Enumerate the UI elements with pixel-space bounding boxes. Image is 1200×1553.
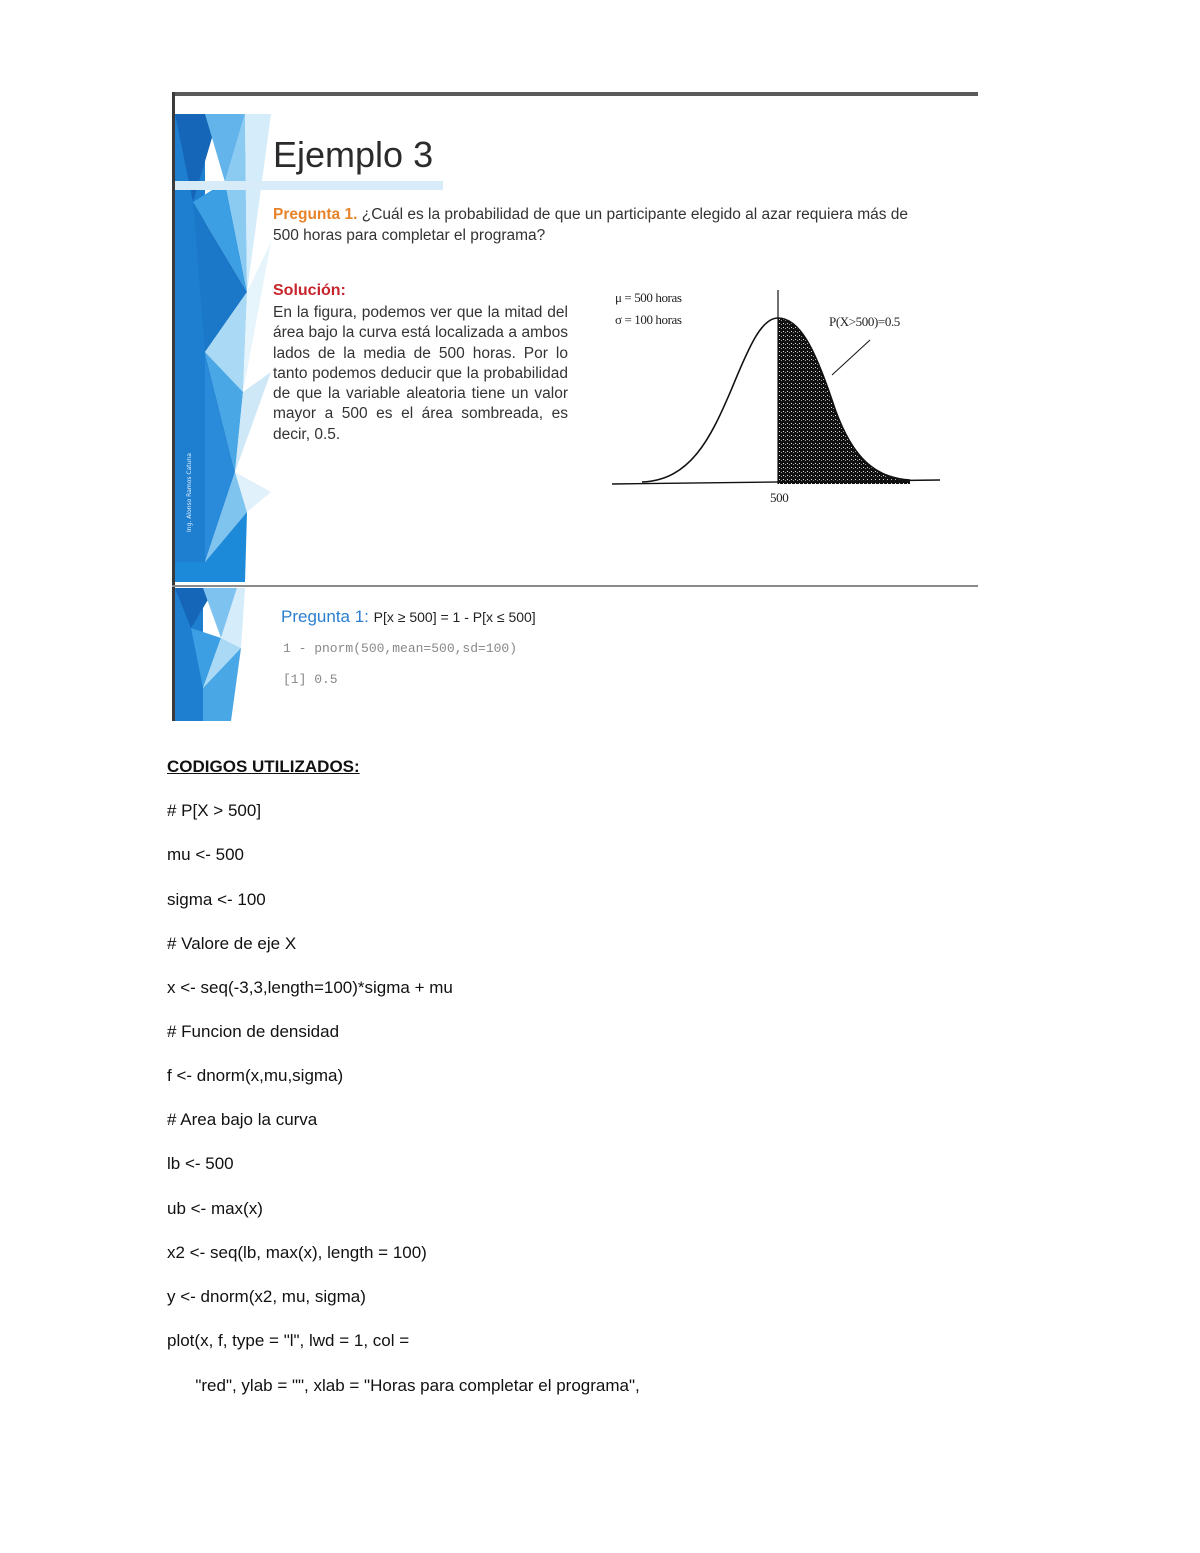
- shaded-area: [778, 318, 910, 484]
- blue-geometric-decoration: [175, 92, 271, 582]
- code-line: # P[X > 500]: [167, 801, 262, 820]
- slide-ejemplo-3: [172, 92, 978, 588]
- slide-left-border: [172, 588, 175, 721]
- side-credit-text: Ing. Alonso Ramos Catuna: [186, 453, 193, 532]
- pregunta-1-line: [281, 607, 536, 627]
- code-line: # Area bajo la curva: [167, 1110, 318, 1129]
- code-line: sigma <- 100: [167, 890, 266, 909]
- pregunta-1-label: Pregunta 1:: [281, 607, 369, 626]
- codes-heading: CODIGOS UTILIZADOS:: [167, 757, 360, 776]
- r-output-line: [1] 0.5: [283, 672, 338, 687]
- code-line: # Funcion de densidad: [167, 1022, 340, 1041]
- code-line: mu <- 500: [167, 845, 245, 864]
- solution-label: Solución:: [273, 282, 346, 299]
- title-underline: [175, 181, 443, 190]
- code-line: x2 <- seq(lb, max(x), length = 100): [167, 1243, 427, 1262]
- code-line: # Valore de eje X: [167, 934, 297, 953]
- slide-bottom-border: [172, 585, 978, 587]
- slide-left-border: [172, 92, 175, 588]
- question-text: [273, 204, 933, 246]
- code-line: plot(x, f, type = "l", lwd = 1, col =: [167, 1331, 410, 1350]
- normal-curve-figure: [610, 290, 950, 514]
- r-code-line: 1 - pnorm(500,mean=500,sd=100): [283, 641, 518, 656]
- blue-geometric-decoration: [175, 588, 245, 721]
- sigma-label: σ = 100 horas: [615, 312, 682, 327]
- question-label: Pregunta 1.: [273, 206, 358, 223]
- code-line: x <- seq(-3,3,length=100)*sigma + mu: [167, 978, 453, 997]
- probability-formula: P[x ≥ 500] = 1 - P[x ≤ 500]: [373, 609, 536, 625]
- pointer-line: [832, 340, 870, 375]
- slide-title: Ejemplo 3: [273, 134, 434, 175]
- code-line: y <- dnorm(x2, mu, sigma): [167, 1287, 366, 1306]
- mu-label: μ = 500 horas: [615, 290, 682, 305]
- code-line: lb <- 500: [167, 1154, 234, 1173]
- probability-label: P(X>500)=0.5: [829, 314, 900, 329]
- slide-top-border: [172, 92, 978, 96]
- slide-pregunta-1: [172, 588, 978, 721]
- code-line: ub <- max(x): [167, 1199, 263, 1218]
- solution-text: En la figura, podemos ver que la mitad del área bajo la curva está localizada a ambos lados de la media de 500 horas. Por lo tanto podemos deducir que la probabilidad de que la variable aleatoria tiene un valor mayor a 500 es el área sombreada, es decir, 0.5.: [273, 304, 568, 443]
- code-line: "red", ylab = "", xlab = "Horas para completar el programa",: [167, 1376, 640, 1395]
- code-line: f <- dnorm(x,mu,sigma): [167, 1066, 344, 1085]
- x-tick-500: 500: [770, 490, 789, 505]
- question-body: ¿Cuál es la probabilidad de que un participante elegido al azar requiera más de 500 horas para completar el programa?: [273, 206, 909, 244]
- density-curve: [642, 318, 910, 482]
